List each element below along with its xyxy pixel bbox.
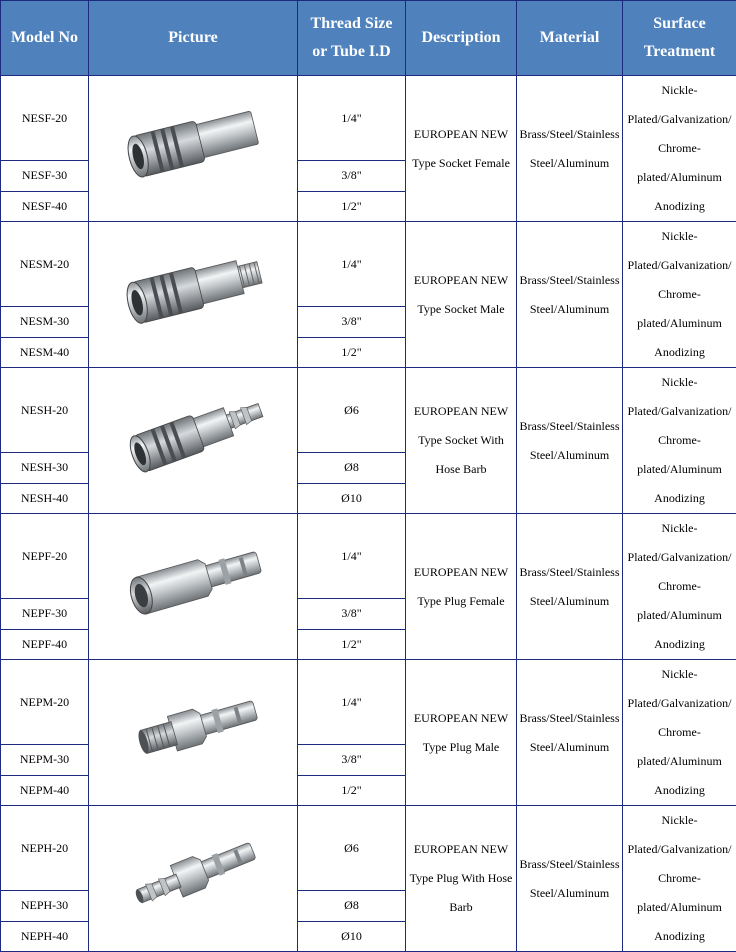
socket-female-coupler-icon — [118, 94, 268, 204]
surface-line: Plated/Galvanization/ — [628, 550, 732, 564]
size-cell: Ø8 — [298, 453, 406, 483]
size-cell: Ø10 — [298, 921, 406, 951]
header-description: Description — [406, 1, 517, 76]
surface-line: Chrome- — [658, 433, 701, 447]
header-surface-line2: Treatment — [644, 43, 715, 60]
size-cell: 1/4" — [298, 76, 406, 161]
picture-cell — [89, 222, 298, 368]
description-line: Type Socket Male — [417, 302, 504, 316]
description-line: Type Plug With Hose — [410, 871, 513, 885]
material-line: Brass/Steel/Stainless — [520, 127, 620, 141]
header-surface — [623, 1, 736, 76]
picture-cell — [89, 514, 298, 660]
model-cell: NEPH-30 — [1, 891, 89, 921]
description-cell — [406, 368, 517, 514]
surface-line: Nickle- — [662, 375, 698, 389]
size-cell: 1/4" — [298, 222, 406, 307]
surface-line: Plated/Galvanization/ — [628, 258, 732, 272]
material-line: Steel/Aluminum — [530, 594, 609, 608]
model-cell: NEPH-20 — [1, 806, 89, 891]
model-cell: NESF-30 — [1, 161, 89, 191]
model-cell: NESM-20 — [1, 222, 89, 307]
material-cell — [517, 806, 623, 952]
model-cell: NEPF-30 — [1, 599, 89, 629]
size-cell: Ø6 — [298, 806, 406, 891]
material-line: Brass/Steel/Stainless — [520, 419, 620, 433]
surface-line: Plated/Galvanization/ — [628, 842, 732, 856]
model-cell: NEPH-40 — [1, 921, 89, 951]
table-row — [1, 368, 736, 453]
description-cell — [406, 660, 517, 806]
description-line: Hose Barb — [436, 462, 487, 476]
description-line: EUROPEAN NEW — [414, 127, 508, 141]
picture-cell — [89, 368, 298, 514]
header-model: Model No — [1, 1, 89, 76]
header-row — [1, 1, 736, 76]
table-row — [1, 514, 736, 599]
picture-cell — [89, 660, 298, 806]
surface-line: Anodizing — [654, 783, 705, 797]
surface-line: Plated/Galvanization/ — [628, 696, 732, 710]
material-cell — [517, 368, 623, 514]
model-cell: NESM-30 — [1, 307, 89, 337]
size-cell: 1/2" — [298, 337, 406, 367]
size-cell: 1/2" — [298, 629, 406, 659]
size-cell: 1/2" — [298, 775, 406, 805]
size-cell: 3/8" — [298, 745, 406, 775]
size-cell: Ø10 — [298, 483, 406, 513]
surface-line: plated/Aluminum — [637, 316, 722, 330]
plug-female-coupler-icon — [113, 532, 273, 642]
model-cell: NEPM-20 — [1, 660, 89, 745]
surface-cell — [623, 368, 736, 514]
model-cell: NEPF-20 — [1, 514, 89, 599]
model-cell: NEPM-40 — [1, 775, 89, 805]
plug-male-coupler-icon — [113, 678, 273, 788]
surface-line: Nickle- — [662, 521, 698, 535]
surface-cell — [623, 806, 736, 952]
surface-line: Anodizing — [654, 491, 705, 505]
description-line: EUROPEAN NEW — [414, 404, 508, 418]
model-cell: NESH-20 — [1, 368, 89, 453]
surface-line: Plated/Galvanization/ — [628, 112, 732, 126]
description-cell — [406, 514, 517, 660]
header-size — [298, 1, 406, 76]
description-line: Barb — [449, 900, 472, 914]
description-line: EUROPEAN NEW — [414, 273, 508, 287]
surface-line: Anodizing — [654, 199, 705, 213]
description-cell — [406, 222, 517, 368]
model-cell: NESH-30 — [1, 453, 89, 483]
surface-line: plated/Aluminum — [637, 462, 722, 476]
surface-line: Anodizing — [654, 637, 705, 651]
material-line: Steel/Aluminum — [530, 886, 609, 900]
surface-line: plated/Aluminum — [637, 608, 722, 622]
description-line: Type Plug Male — [423, 740, 499, 754]
surface-line: Chrome- — [658, 871, 701, 885]
surface-line: Plated/Galvanization/ — [628, 404, 732, 418]
description-line: EUROPEAN NEW — [414, 565, 508, 579]
surface-cell — [623, 222, 736, 368]
surface-line: Nickle- — [662, 83, 698, 97]
surface-line: Anodizing — [654, 929, 705, 943]
size-cell: 1/4" — [298, 660, 406, 745]
size-cell: Ø6 — [298, 368, 406, 453]
surface-cell — [623, 76, 736, 222]
surface-line: plated/Aluminum — [637, 170, 722, 184]
picture-cell — [89, 76, 298, 222]
material-line: Brass/Steel/Stainless — [520, 273, 620, 287]
table-row — [1, 806, 736, 891]
header-surface-line1: Surface — [653, 15, 705, 32]
size-cell: 1/4" — [298, 514, 406, 599]
size-cell: 3/8" — [298, 161, 406, 191]
size-cell: 3/8" — [298, 307, 406, 337]
picture-cell — [89, 806, 298, 952]
model-cell: NESF-40 — [1, 191, 89, 221]
socket-male-coupler-icon — [113, 240, 273, 350]
material-line: Steel/Aluminum — [530, 156, 609, 170]
material-line: Steel/Aluminum — [530, 302, 609, 316]
header-material: Material — [517, 1, 623, 76]
surface-line: Anodizing — [654, 345, 705, 359]
surface-cell — [623, 514, 736, 660]
description-line: Type Socket Female — [412, 156, 510, 170]
model-cell: NESH-40 — [1, 483, 89, 513]
surface-line: Nickle- — [662, 667, 698, 681]
material-cell — [517, 660, 623, 806]
model-cell: NEPF-40 — [1, 629, 89, 659]
surface-line: Chrome- — [658, 725, 701, 739]
table-row — [1, 76, 736, 161]
table-row — [1, 222, 736, 307]
table-row — [1, 660, 736, 745]
surface-line: Nickle- — [662, 229, 698, 243]
description-line: EUROPEAN NEW — [414, 842, 508, 856]
surface-line: Chrome- — [658, 141, 701, 155]
socket-hose-barb-coupler-icon — [113, 386, 273, 496]
material-line: Brass/Steel/Stainless — [520, 711, 620, 725]
material-line: Brass/Steel/Stainless — [520, 565, 620, 579]
surface-line: Nickle- — [662, 813, 698, 827]
material-line: Steel/Aluminum — [530, 740, 609, 754]
material-cell — [517, 76, 623, 222]
header-size-line2: or Tube I.D — [312, 43, 390, 60]
plug-hose-barb-coupler-icon — [113, 824, 273, 934]
surface-cell — [623, 660, 736, 806]
surface-line: plated/Aluminum — [637, 900, 722, 914]
description-line: Type Plug Female — [417, 594, 504, 608]
material-line: Steel/Aluminum — [530, 448, 609, 462]
surface-line: Chrome- — [658, 287, 701, 301]
size-cell: 3/8" — [298, 599, 406, 629]
material-cell — [517, 222, 623, 368]
size-cell: 1/2" — [298, 191, 406, 221]
surface-line: Chrome- — [658, 579, 701, 593]
material-line: Brass/Steel/Stainless — [520, 857, 620, 871]
model-cell: NESF-20 — [1, 76, 89, 161]
model-cell: NESM-40 — [1, 337, 89, 367]
size-cell: Ø8 — [298, 891, 406, 921]
material-cell — [517, 514, 623, 660]
description-line: Type Socket With — [418, 433, 504, 447]
surface-line: plated/Aluminum — [637, 754, 722, 768]
description-line: EUROPEAN NEW — [414, 711, 508, 725]
header-picture: Picture — [89, 1, 298, 76]
description-cell — [406, 76, 517, 222]
description-cell — [406, 806, 517, 952]
model-cell: NEPM-30 — [1, 745, 89, 775]
header-size-line1: Thread Size — [311, 15, 393, 32]
